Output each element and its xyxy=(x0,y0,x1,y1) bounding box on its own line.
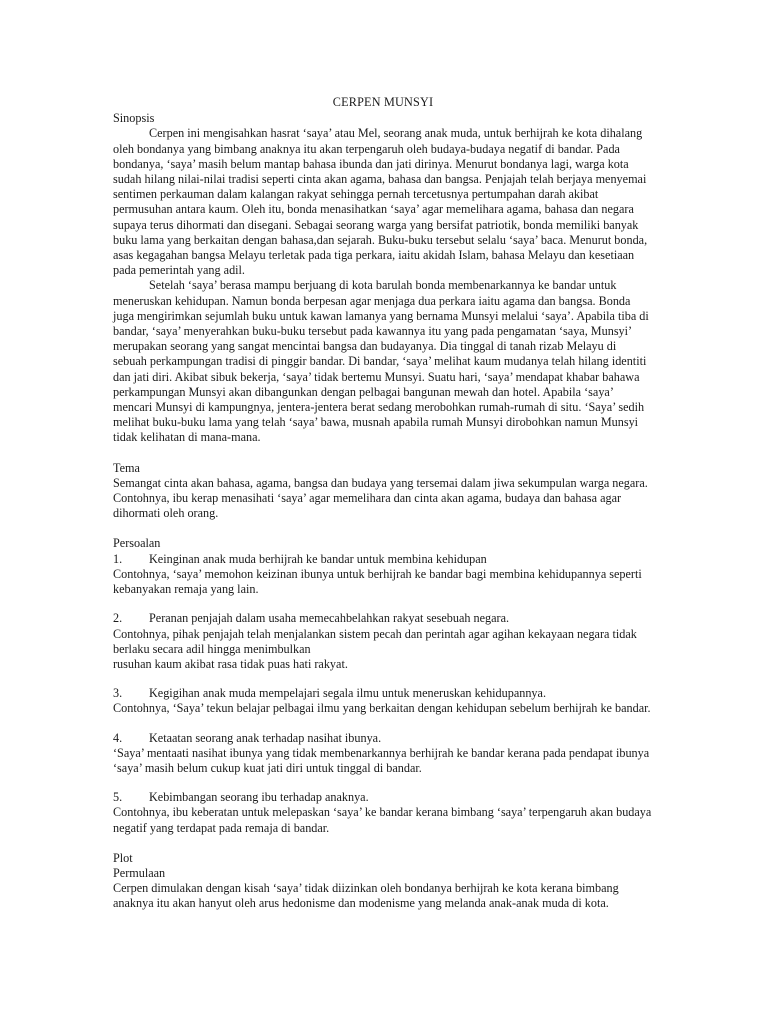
persoalan-item-title: Ketaatan seorang anak terhadap nasihat ibunya. xyxy=(149,730,382,745)
plot-heading: Plot xyxy=(113,850,133,865)
persoalan-item-example: Contohnya, ibu keberatan untuk melepaskan ‘saya’ ke bandar kerana bimbang ‘saya’ terpengaruh akan budaya negatif yang terdapat pada remaja di bandar. xyxy=(113,805,652,835)
persoalan-item-example: Contohnya, ‘saya’ memohon keizinan ibunya untuk berhijrah ke bandar bagi membina kehidupannya seperti kebanyakan remaja yang lain. xyxy=(113,566,642,597)
document-title: CERPEN MUNSYI xyxy=(332,95,434,109)
tema-heading: Tema xyxy=(113,460,140,475)
persoalan-item-example-continued: rusuhan kaum akibat rasa tidak puas hati rakyat. xyxy=(113,656,348,671)
tema-example: Contohnya, ibu kerap menasihati ‘saya’ agar memelihara dan cinta akan agama, budaya dan bahasa agar dihormati oleh orang. xyxy=(113,491,622,521)
persoalan-item-number: 4. xyxy=(113,730,123,745)
tema-text: Semangat cinta akan bahasa, agama, bangsa dan budaya yang tersemai dalam jiwa sekumpulan warga negara. xyxy=(113,475,648,490)
persoalan-heading: Persoalan xyxy=(113,536,161,551)
persoalan-item-number: 1. xyxy=(113,551,123,566)
persoalan-item-number: 2. xyxy=(113,611,123,626)
persoalan-item xyxy=(113,552,653,598)
persoalan-item xyxy=(113,686,653,716)
persoalan-item-example: ‘Saya’ mentaati nasihat ibunya yang tidak membenarkannya berhijrah ke bandar kerana pada pendapat ibunya ‘saya’ masih belum cukup kuat jati diri untuk tinggal di bandar. xyxy=(113,745,650,775)
persoalan-item-title: Kegigihan anak muda mempelajari segala ilmu untuk meneruskan kehidupannya. xyxy=(149,686,546,701)
persoalan-item-title: Kebimbangan seorang ibu terhadap anaknya. xyxy=(149,790,369,805)
persoalan-item xyxy=(113,790,653,836)
document-body xyxy=(113,95,653,912)
persoalan-item-title: Peranan penjajah dalam usaha memecahbelahkan rakyat sesebuah negara. xyxy=(149,611,510,626)
sinopsis-heading: Sinopsis xyxy=(113,111,155,126)
persoalan-item-number: 3. xyxy=(113,686,123,701)
persoalan-item xyxy=(113,731,653,777)
persoalan-item xyxy=(113,611,653,672)
persoalan-item-title: Keinginan anak muda berhijrah ke bandar untuk membina kehidupan xyxy=(149,551,487,566)
persoalan-item-example: Contohnya, ‘Saya’ tekun belajar pelbagai ilmu yang berkaitan dengan kehidupan sebelum berhijrah ke bandar. xyxy=(113,701,651,716)
persoalan-item-example: Contohnya, pihak penjajah telah menjalankan sistem pecah dan perintah agar agihan kekayaan negara tidak berlaku secara adil hingga menimbulkan xyxy=(113,626,637,656)
sinopsis-paragraph-2: Setelah ‘saya’ berasa mampu berjuang di kota barulah bonda membenarkannya ke bandar untuk meneruskan kehidupan. Namun bonda berpesan agar menjaga dua perkara iaitu agama dan bangsa. Bonda juga mengirimkan sejumlah buku untuk kawan lamanya yang bernama Munsyi melalui ‘saya’. Apabila tiba di bandar, ‘saya’ menyerahkan buku-buku tersebut pada kawannya itu yang pada pengamatan ‘saya, Munsyi’ merupakan seorang yang sangat mencintai bangsa dan budayanya. Dia tinggal di tanah rizab Melayu di sebuah perkampungan tradisi di pinggir bandar. Di bandar, ‘saya’ melihat kaum mudanya telah hilang identiti dan jati diri. Akibat sibuk bekerja, ‘saya’ tidak bertemu Munsyi. Suatu hari, ‘saya’ mendapat khabar bahawa perkampungan Munsyi akan dibangunkan dengan pelbagai bangunan mewah dan hotel. Apabila ‘saya’ mencari Munsyi di kampungnya, jentera-jentera berat sedang merobohkan rumah-rumah di situ. ‘Saya’ sedih melihat buku-buku lama yang telah ‘saya’ bawa, musnah apabila rumah Munsyi dirobohkan namun Munsyi tidak kelihatan di mana-mana. xyxy=(113,278,649,445)
sinopsis-paragraph-1: Cerpen ini mengisahkan hasrat ‘saya’ atau Mel, seorang anak muda, untuk berhijrah ke kota dihalang oleh bondanya yang bimbang anaknya itu akan terpengaruh oleh budaya-budaya negatif di bandar. Pada bondanya, ‘saya’ masih belum mantap bahasa ibunda dan jati dirinya. Menurut bondanya lagi, warga kota sudah hilang nilai-nilai tradisi seperti cinta akan agama, bahasa dan bangsa. Penjajah telah berjaya menyemai sentimen perkauman dalam kalangan rakyat sehingga pernah tercetusnya pertumpahan darah akibat permusuhan antara kaum. Oleh itu, bonda menasihatkan ‘saya’ agar memelihara agama, bahasa dan negara supaya terus dihormati dan disegani. Sebagai seorang warga yang bersifat patriotik, bonda memiliki banyak buku lama yang berkaitan dengan bahasa,dan sejarah. Buku-buku tersebut selalu ‘saya’ baca. Menurut bonda, asas kegagahan bangsa Melayu terletak pada tiga perkara, iaitu akidah Islam, bahasa Melayu dan kesetiaan pada pemerintah yang adil. xyxy=(113,126,648,278)
persoalan-item-number: 5. xyxy=(113,790,123,805)
plot-subheading: Permulaan xyxy=(113,865,166,880)
plot-text: Cerpen dimulakan dengan kisah ‘saya’ tidak diizinkan oleh bondanya berhijrah ke kota kerana bimbang anaknya itu akan hanyut oleh arus hedonisme dan modenisme yang melanda anak-anak muda di kota. xyxy=(113,881,619,911)
